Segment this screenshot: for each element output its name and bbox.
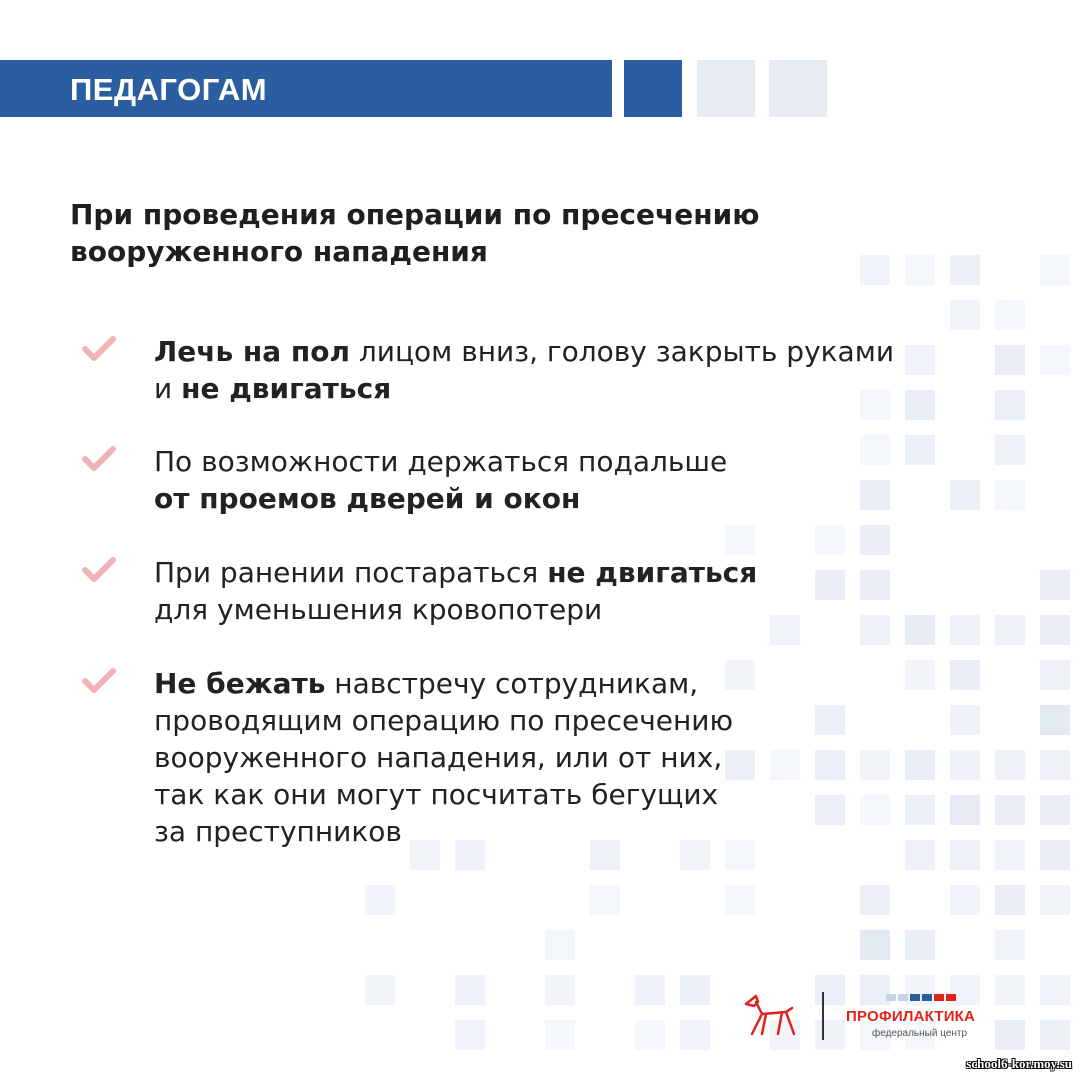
background-square (455, 975, 485, 1005)
background-square (995, 1020, 1025, 1050)
background-square (995, 975, 1025, 1005)
emphasis-text: Не бежать (154, 667, 326, 700)
background-square (995, 615, 1025, 645)
header-square-dark (624, 60, 682, 117)
emphasis-text: не двигаться (181, 372, 392, 405)
background-square (995, 840, 1025, 870)
background-square (860, 930, 890, 960)
background-square (1040, 795, 1070, 825)
header-square-light (769, 60, 827, 117)
list-item-text (154, 443, 974, 517)
brand-name: ПРОФИЛАКТИКА (846, 1008, 976, 1025)
item-text-fragment: навстречу сотрудникам, (325, 667, 699, 700)
background-square (680, 975, 710, 1005)
background-square (905, 930, 935, 960)
background-square (995, 750, 1025, 780)
background-square (725, 525, 755, 555)
header-square-light (697, 60, 755, 117)
background-square (995, 300, 1025, 330)
background-square (1040, 570, 1070, 600)
emphasis-text: от проемов дверей и окон (154, 482, 581, 515)
background-square (545, 975, 575, 1005)
subtitle-line: вооруженного нападения (70, 235, 488, 268)
background-square (1040, 255, 1070, 285)
item-text-fragment: При ранении постараться (154, 556, 548, 589)
background-square (365, 975, 395, 1005)
background-square (860, 525, 890, 555)
check-icon (82, 667, 116, 695)
background-square (590, 885, 620, 915)
brand-square (922, 994, 932, 1001)
background-square (725, 885, 755, 915)
background-square (815, 1020, 845, 1050)
background-square (995, 885, 1025, 915)
list-item-text (154, 665, 974, 850)
brand-square (946, 994, 956, 1001)
item-text-fragment: и (154, 372, 182, 405)
background-square (1040, 660, 1070, 690)
background-square (1040, 840, 1070, 870)
background-square (860, 885, 890, 915)
background-square (995, 480, 1025, 510)
background-square (995, 345, 1025, 375)
background-square (1040, 705, 1070, 735)
watermark-link[interactable]: school6-kor.moy.su (966, 1056, 1072, 1071)
item-text-fragment: лицом вниз, голову закрыть руками (350, 335, 895, 368)
emphasis-text: не двигаться (547, 556, 758, 589)
background-square (950, 885, 980, 915)
background-square (545, 1020, 575, 1050)
list-item-text (154, 333, 974, 407)
item-text-fragment: так как они могут посчитать бегущих (154, 778, 719, 811)
check-icon (82, 445, 116, 473)
brand-square (886, 994, 896, 1001)
item-text-fragment: проводящим операцию по пресечению (154, 704, 734, 737)
horse-logo-icon (742, 990, 802, 1040)
background-square (1040, 1020, 1070, 1050)
background-square (1040, 885, 1070, 915)
check-icon (82, 335, 116, 363)
background-square (995, 390, 1025, 420)
brand-subtitle: федеральный центр (872, 1028, 968, 1039)
background-square (905, 255, 935, 285)
brand-square (934, 994, 944, 1001)
background-square (635, 975, 665, 1005)
check-icon (82, 556, 116, 584)
item-text-fragment: для уменьшения кровопотери (154, 593, 603, 626)
item-text-fragment: По возможности держаться подальше (154, 445, 728, 478)
subtitle-line: При проведения операции по пресечению (70, 198, 760, 231)
item-text-fragment: вооруженного нападения, или от них, (154, 741, 723, 774)
background-square (365, 885, 395, 915)
background-square (680, 1020, 710, 1050)
background-square (545, 930, 575, 960)
background-square (1040, 345, 1070, 375)
background-square (815, 975, 845, 1005)
background-square (995, 930, 1025, 960)
brand-square (898, 994, 908, 1001)
background-square (995, 795, 1025, 825)
page-title: ПЕДАГОГАМ (70, 72, 268, 107)
background-square (1040, 975, 1070, 1005)
background-square (455, 1020, 485, 1050)
background-square (635, 1020, 665, 1050)
list-item-text (154, 554, 974, 628)
background-square (995, 435, 1025, 465)
background-square (815, 525, 845, 555)
background-square (1040, 750, 1070, 780)
emphasis-text: Лечь на пол (154, 335, 350, 368)
background-square (1040, 615, 1070, 645)
item-text-fragment: за преступников (154, 815, 402, 848)
background-square (950, 255, 980, 285)
background-square (950, 300, 980, 330)
subtitle (70, 196, 870, 270)
logo-divider (822, 992, 824, 1040)
brand-square (910, 994, 920, 1001)
